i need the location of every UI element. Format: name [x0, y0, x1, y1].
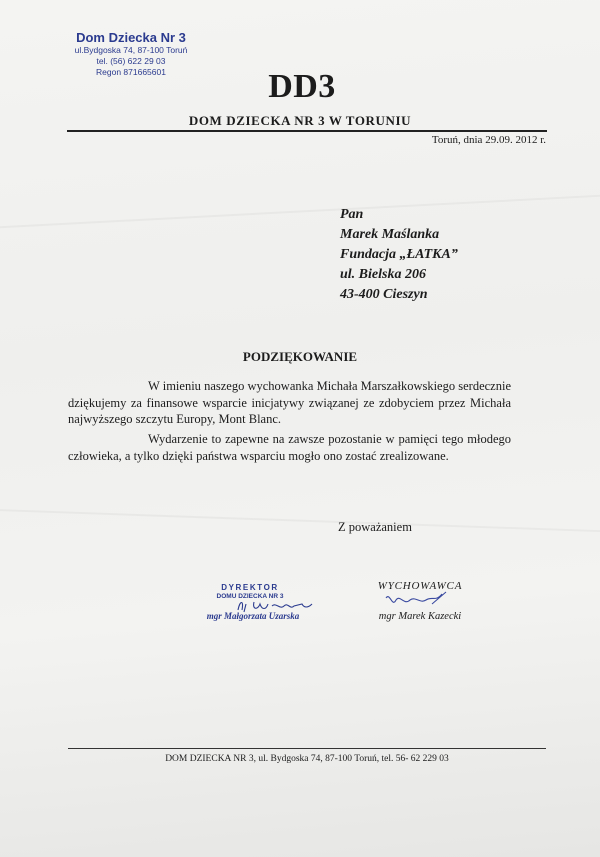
educator-name: mgr Marek Kazecki [378, 611, 462, 622]
director-organization: DOMU DZIECKA NR 3 [216, 593, 284, 600]
letter-heading: PODZIĘKOWANIE [242, 349, 358, 364]
paper-fold [0, 508, 600, 534]
director-title: DYREKTOR [221, 583, 279, 592]
institution-stamp [56, 30, 206, 78]
educator-title: WYCHOWAWCA [377, 580, 463, 592]
paper-fold [0, 192, 600, 231]
header-divider [67, 130, 547, 132]
recipient-name: Marek Maślanka [340, 227, 440, 242]
logo: DD3 [268, 68, 336, 105]
footer-divider [68, 748, 546, 749]
recipient-street: ul. Bielska 206 [340, 267, 426, 282]
body-paragraph-2: Wydarzenie to zapewne na zawsze pozostanie w pamięci tego młodego człowieka, a tylko dzięki państwa wsparciu mogło ono zostać zrealizowane. [68, 432, 511, 463]
stamp-address: ul.Bydgoska 74, 87-100 Toruń [74, 45, 188, 55]
stamp-regon: Regon 871665601 [96, 67, 166, 77]
recipient-city: 43-400 Cieszyn [340, 287, 428, 302]
educator-signature [382, 590, 452, 612]
body-paragraph-1: W imieniu naszego wychowanka Michała Marszałkowskiego serdecznie dziękujemy za finansowe wsparcie inicjatywy związanej ze zdobyciem przez Michała najwyższego szczytu Europy, Mont Blanc. [68, 379, 511, 426]
letter-date: Toruń, dnia 29.09. 2012 r. [431, 134, 546, 146]
recipient-organization: Fundacja „ŁATKA” [340, 247, 458, 262]
closing-phrase: Z poważaniem [338, 520, 412, 534]
organization-name: DOM DZIECKA NR 3 W TORUNIU [188, 113, 412, 128]
recipient-salutation: Pan [340, 207, 364, 222]
director-name: mgr Małgorzata Uzarska [206, 611, 300, 621]
stamp-phone: tel. (56) 622 29 03 [96, 56, 166, 66]
stamp-title: Dom Dziecka Nr 3 [76, 30, 186, 45]
footer-address: DOM DZIECKA NR 3, ul. Bydgoska 74, 87-100 Toruń, tel. 56- 62 229 03 [165, 754, 449, 764]
recipient-address [340, 205, 458, 305]
